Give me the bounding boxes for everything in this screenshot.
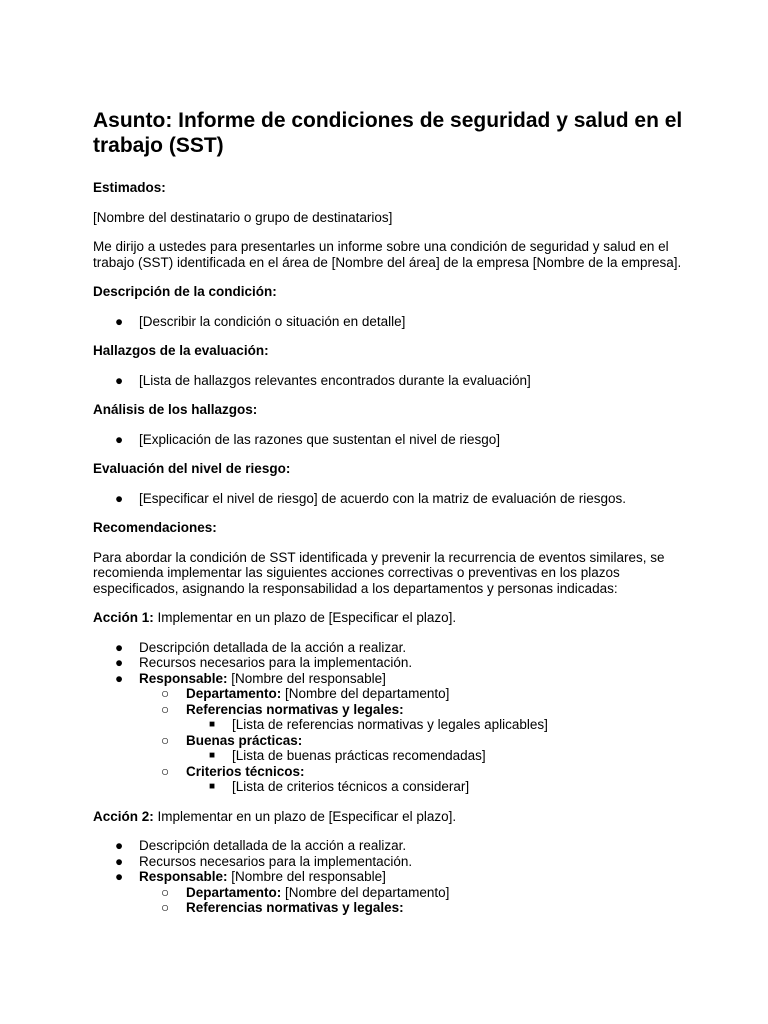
list-item: ■ [Lista de criterios técnicos a considerar]	[209, 779, 470, 794]
bullet-circle-icon: ○	[161, 701, 170, 717]
accion-1-list	[93, 640, 683, 795]
list-item: ● Descripción detallada de la acción a realizar.	[115, 639, 407, 655]
bullet-circle-icon: ○	[161, 900, 170, 915]
list-item: ○ Buenas prácticas:	[161, 732, 303, 748]
greeting: Estimados:	[93, 180, 166, 195]
list-item: ○ Referencias normativas y legales:	[161, 900, 404, 915]
bullet-square-icon: ■	[209, 781, 216, 792]
bullet-disc-icon: ●	[115, 869, 124, 884]
bullet-circle-icon: ○	[161, 763, 170, 779]
list-item: ● Recursos necesarios para la implementación.	[115, 655, 413, 670]
bullet-disc-icon: ●	[115, 490, 124, 506]
list-item: ○ Departamento: [Nombre del departamento]	[161, 884, 450, 900]
heading-recomendaciones: Recomendaciones:	[93, 520, 217, 535]
recipient-line: [Nombre del destinatario o grupo de destinatarios]	[93, 209, 393, 225]
accion-2-line: Acción 2: Implementar en un plazo de [Especificar el plazo].	[93, 808, 457, 824]
list-item: ● Recursos necesarios para la implementación.	[115, 853, 413, 869]
document-body	[93, 108, 683, 916]
bullet-disc-icon: ●	[115, 639, 124, 655]
list-item: ○ Referencias normativas y legales:	[161, 701, 404, 717]
list-item: ○ Departamento: [Nombre del departamento]	[161, 686, 450, 701]
bullet-disc-icon: ●	[115, 670, 124, 686]
bullet-circle-icon: ○	[161, 884, 170, 900]
bullet-disc-icon: ●	[115, 431, 124, 447]
heading-evaluacion: Evaluación del nivel de riesgo:	[93, 461, 291, 476]
bullet-disc-icon: ●	[115, 313, 124, 329]
list-item: ● [Lista de hallazgos relevantes encontrados durante la evaluación]	[115, 372, 531, 388]
heading-analisis: Análisis de los hallazgos:	[93, 402, 258, 417]
recomendaciones-paragraph: Para abordar la condición de SST identificada y prevenir la recurrencia de eventos similares, se recomienda implementar las siguientes acciones correctivas o preventivas en los plazos especificados, asignando la responsabilidad a los departamentos y personas indicadas:	[93, 549, 665, 596]
heading-descripcion: Descripción de la condición:	[93, 284, 277, 299]
heading-hallazgos: Hallazgos de la evaluación:	[93, 343, 269, 358]
bullet-disc-icon: ●	[115, 853, 124, 869]
list-item: ■ [Lista de buenas prácticas recomendadas]	[209, 748, 486, 763]
list-item: ● Responsable: [Nombre del responsable]	[115, 869, 386, 884]
bullet-disc-icon: ●	[115, 655, 124, 670]
page-title: Asunto: Informe de condiciones de seguridad y salud en el trabajo (SST)	[93, 109, 683, 157]
intro-paragraph: Me dirijo a ustedes para presentarles un informe sobre una condición de seguridad y salud en el trabajo (SST) identificada en el área de [Nombre del área] de la empresa [Nombre de la empresa].	[93, 239, 682, 270]
bullet-disc-icon: ●	[115, 838, 124, 853]
bullet-disc-icon: ●	[115, 372, 124, 388]
list-item: ● [Describir la condición o situación en detalle]	[115, 313, 406, 329]
bullet-circle-icon: ○	[161, 686, 170, 701]
bullet-circle-icon: ○	[161, 732, 170, 748]
list-item: ● Responsable: [Nombre del responsable]	[115, 670, 386, 686]
bullet-square-icon: ■	[209, 750, 216, 761]
accion-2-list	[93, 838, 683, 916]
bullet-square-icon: ■	[209, 719, 216, 730]
list-item: ● [Especificar el nivel de riesgo] de acuerdo con la matriz de evaluación de riesgos.	[115, 490, 627, 506]
accion-1-line: Acción 1: Implementar en un plazo de [Especificar el plazo].	[93, 610, 457, 625]
list-item: ● Descripción detallada de la acción a realizar.	[115, 838, 407, 853]
list-item: ○ Criterios técnicos:	[161, 763, 305, 779]
list-item: ■ [Lista de referencias normativas y legales aplicables]	[209, 717, 548, 732]
list-item: ● [Explicación de las razones que sustentan el nivel de riesgo]	[115, 431, 500, 447]
